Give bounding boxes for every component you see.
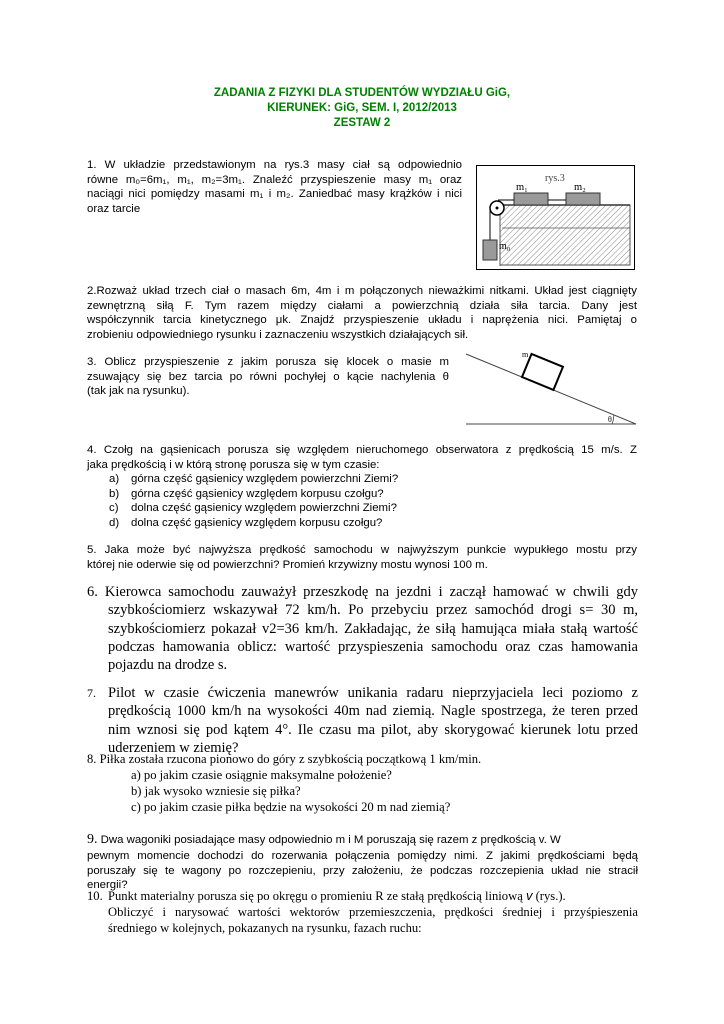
task-10-text: [108, 888, 638, 936]
task-5-text: [87, 543, 637, 572]
figure-incline: [460, 342, 640, 432]
figure-rys3: [476, 165, 636, 271]
task-9-line: poruszały się te wagony po rozczepieniu, przy założeniu, że podczas rozczepienia układ nie stracił: [87, 864, 638, 877]
task-1-text: [87, 158, 462, 216]
list-item-label: a): [109, 473, 120, 485]
figure-caption: rys.3: [545, 173, 565, 184]
mass-m0-block: [483, 240, 497, 260]
list-item: [109, 472, 398, 487]
list-item-text: górna część gąsienicy względem korpusu czołgu?: [131, 487, 384, 500]
task-1-line: 1. W układzie przedstawionym na rys.3 masy ciał są odpowiednio: [87, 159, 462, 171]
task-10-line: Obliczyć i narysować wartości wektorów przemieszczenia, prędkości średniej i przyśpieszenia: [108, 905, 638, 919]
task-9-text: [87, 831, 638, 893]
task-10-line: [108, 888, 638, 904]
task-2-line: 2.Rozważ układ trzech ciał o masach 6m, 4m i m połączonych nieważkimi nitkami. Układ jest ciągnięty: [87, 285, 637, 297]
list-item: a) po jakim czasie osiągnie maksymalne położenie?: [131, 768, 392, 782]
page-title-line-1: ZADANIA Z FIZYKI DLA STUDENTÓW WYDZIAŁU GiG,: [213, 87, 511, 99]
list-item-label: d): [109, 516, 120, 529]
task-7-line: prędkością 1000 km/h na wysokości 40m nad ziemią. Nagle spostrzega, że teren przed: [108, 703, 638, 720]
task-3-line: 3. Oblicz przyspieszenie z jakim porusza się klocek o masie m: [87, 356, 449, 368]
task-10-number: 10.: [87, 889, 103, 903]
task-1-line: naciągi nici pomiędzy masami m₁ i m₂. Zaniedbać masy krążków i nici: [87, 188, 462, 201]
incline-block: [522, 354, 563, 390]
list-item-text: dolna część gąsienicy względem korpusu czołgu?: [131, 516, 383, 529]
list-item-label: c): [109, 502, 119, 515]
task-4-line: jaka prędkością i w którą stronę porusza się w tym czasie:: [87, 458, 380, 471]
page-title-line-3: ZESTAW 2: [333, 117, 391, 129]
task-9-line: [87, 831, 638, 849]
page-title-line-2: KIERUNEK: GiG, SEM. I, 2012/2013: [267, 102, 457, 114]
pulley-axle: [496, 207, 499, 210]
task-7-line: uderzeniem w ziemię?: [108, 739, 239, 756]
list-item: [109, 487, 398, 502]
task-3-line: zsuwający się bez tarcia po równi pochyłej o kącie nachylenia θ: [87, 370, 449, 383]
task-2-line: zewnętrzną siłą F. Tym razem między ciałami a powierzchnią działa siła tarcia. Dany jest: [87, 299, 637, 312]
task-2-line: zrobieniu odpowiedniego rysunku i zaznaczeniu wszystkich działających sił.: [87, 328, 469, 341]
task-10-line: średniego w kolejnych, pokazanych na rysunku, fazach ruchu:: [108, 921, 422, 935]
task-6-line: szybkościomierz pokazał v2=36 km/h. Zakładając, że siłą hamująca miała stałą wartość: [108, 620, 638, 637]
task-9-line: energii?: [87, 879, 128, 892]
label-m2: m₂: [574, 182, 586, 193]
task-6-line: podczas hamowania oblicz: wartość przyspieszenia samochodu oraz czas hamowania: [108, 638, 638, 655]
task-7-line: Pilot w czasie ćwiczenia manewrów unikania radaru nieprzyjaciela leci poziomo z: [108, 685, 638, 701]
task-7-number: 7.: [87, 686, 96, 700]
task-9-number: 9.: [87, 832, 98, 847]
task-3-line: (tak jak na rysunku).: [87, 385, 190, 398]
task-6-line: szybkościomierz wskazywał 72 km/h. Po przebyciu przez samochód drogi s= 30 m,: [108, 602, 638, 619]
label-theta: θ: [608, 415, 612, 424]
label-m: m: [522, 350, 529, 359]
list-item: b) jak wysoko wzniesie się piłka?: [131, 784, 301, 798]
task-10-line-1: Punkt materialny porusza się po okręgu o promieniu R ze stałą prędkością liniową: [108, 889, 523, 903]
task-8-list: [131, 767, 450, 815]
mass-m2-block: [566, 193, 600, 205]
task-7-text: [108, 684, 638, 757]
task-7-line: nim wznosi się pod kątem 4°. Ile czasu ma pilot, aby skorygować kierunek lotu przed: [108, 721, 638, 738]
label-m0: m₀: [499, 241, 511, 252]
task-9-line: pewnym momencie dochodzi do rozerwania połączenia pomiędzy nimi. Z jakimi prędkościami będą: [87, 850, 638, 863]
task-1-line: oraz tarcie: [87, 202, 141, 215]
task-6-line: 6. Kierowca samochodu zauważył przeszkodę na jezdni i zaczął hamować w chwili gdy: [87, 584, 638, 600]
task-2-line: współczynnik tarcia kinetycznego μk. Znajdź przyspieszenie układu i naprężenia nici. Pamiętaj o: [87, 314, 637, 327]
list-item: c) po jakim czasie piłka będzie na wysokości 20 m nad ziemią?: [131, 800, 451, 814]
task-4-list: [109, 472, 398, 530]
task-4-line: 4. Czołg na gąsienicach porusza się względem nieruchomego obserwatora z prędkością 15 m/s. Z: [87, 444, 637, 456]
label-m1: m₁: [516, 182, 528, 193]
list-item-text: górna część gąsienicy względem powierzchni Ziemi?: [131, 473, 399, 485]
task-1-line: równe m₀=6m₁, m₁, m₂=3m₁. Znaleźć przyspieszenie masy m₁ oraz: [87, 173, 462, 186]
task-5-line: której nie oderwie się od powierzchni? Promień krzywizny mostu wynosi 100 m.: [87, 558, 488, 571]
list-item: [109, 516, 398, 531]
velocity-symbol: v: [525, 888, 533, 903]
table-surface: [500, 205, 630, 265]
task-5-line: 5. Jaka może być najwyższa prędkość samochodu w najwyższym punkcie wypukłego mostu przy: [87, 544, 637, 556]
task-3-text: [87, 355, 449, 399]
task-8-text: 8. Piłka została rzucona pionowo do góry z szybkością początkową 1 km/min.: [87, 752, 482, 766]
task-9-line-1: Dwa wagoniki posiadające masy odpowiednio m i M poruszają się razem z prędkością v. W: [100, 834, 561, 846]
list-item-label: b): [109, 487, 120, 500]
list-item: [109, 501, 398, 516]
task-4-text: [87, 443, 637, 472]
task-6-line: pojazdu na drodze s.: [108, 657, 228, 674]
task-6-text: [87, 583, 638, 674]
angle-arc: [612, 415, 614, 425]
list-item-text: dolna część gąsienicy względem powierzchni Ziemi?: [131, 502, 397, 515]
task-10-line-1-end: (rys.).: [535, 889, 566, 903]
task-2-text: [87, 284, 637, 342]
mass-m1-block: [514, 193, 548, 205]
